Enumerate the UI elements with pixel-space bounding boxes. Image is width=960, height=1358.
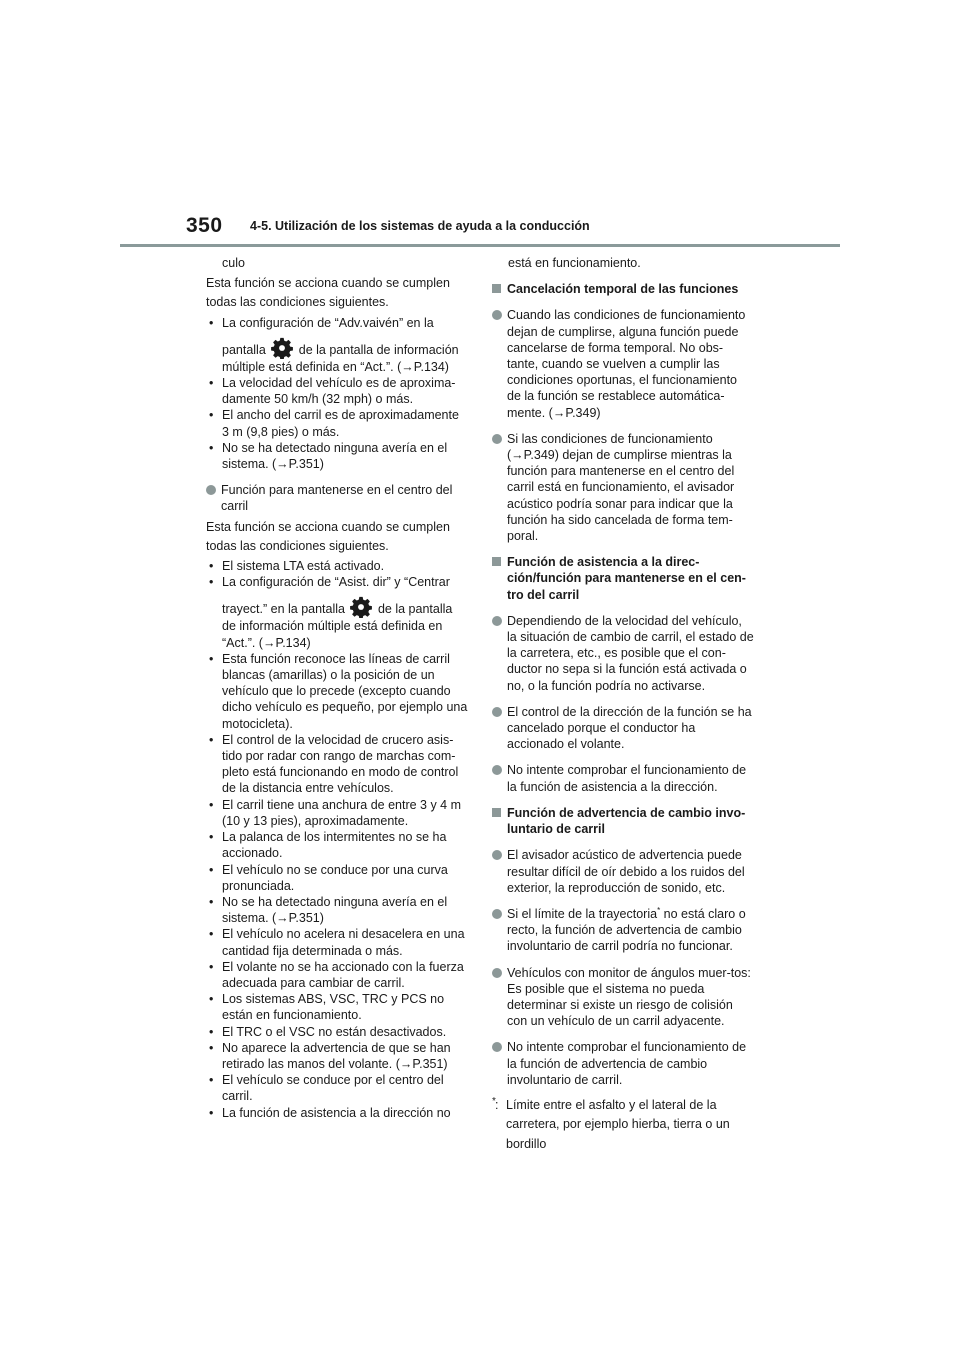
bullet-circle-icon <box>492 310 502 320</box>
bullet-circle-icon <box>492 765 502 775</box>
list-item: • El TRC o el VSC no están desactivados. <box>209 1024 447 1039</box>
paragraph: todas las condiciones siguientes. <box>206 538 389 553</box>
section-title: 4-5. Utilización de los sistemas de ayuda a la conducción <box>250 219 590 233</box>
settings-gear-icon <box>271 337 293 359</box>
footnote-star: * <box>492 1095 496 1107</box>
list-item: • No se ha detectado ninguna avería en el sistema. (→P.351) <box>209 440 448 472</box>
bullet-paragraph: Vehículos con monitor de ángulos muer-tos: Es posible que el sistema no pueda determinar si existe un riesgo de colisión con un vehículo de un carril adyacente. <box>492 965 754 1030</box>
bullet-circle-icon <box>492 968 502 978</box>
subheading: Función para mantenerse en el centro del carril <box>206 482 468 514</box>
bullet-circle-icon <box>206 485 216 495</box>
bullet-square-icon <box>492 557 501 566</box>
bullet-paragraph: Cuando las condiciones de funcionamiento dejan de cumplirse, alguna función puede cancelarse de forma temporal. No obs-tante, cuando se vuelven a cumplir las condiciones oportunas, el funcionamiento de la función se restablece automática-mente. (→P.349) <box>492 307 754 420</box>
header-divider <box>120 244 840 247</box>
footnote-colon: : <box>495 1097 499 1112</box>
bullet-circle-icon <box>492 909 502 919</box>
bullet-circle-icon <box>492 850 502 860</box>
footnote-text: Límite entre el asfalto y el lateral de la carretera, por ejemplo hierba, tierra o un bordillo <box>506 1097 730 1151</box>
list-item: • No se ha detectado ninguna avería en el sistema. (→P.351) <box>209 894 448 926</box>
list-item: • El ancho del carril es de aproximadamente 3 m (9,8 pies) o más. <box>209 408 459 439</box>
paragraph: todas las condiciones siguientes. <box>206 295 389 310</box>
footnote-marker: * <box>657 905 661 915</box>
paragraph: Esta función se acciona cuando se cumplen <box>206 519 450 534</box>
list-item: • El sistema LTA está activado. <box>209 559 385 574</box>
bullet-circle-icon <box>492 1042 502 1052</box>
list-item: • El volante no se ha accionado con la fuerza adecuada para cambiar de carril. <box>209 959 464 990</box>
bullet-circle-icon <box>492 707 502 717</box>
bullet-paragraph: El control de la dirección de la función se ha cancelado porque el conductor ha accionado el volante. <box>492 704 754 753</box>
left-column <box>206 255 468 1121</box>
list-item: • El vehículo se conduce por el centro del carril. <box>209 1073 444 1104</box>
footnote <box>492 1096 754 1155</box>
list-item: • El control de la velocidad de crucero asis-tido por radar con rango de marchas com-pleto está funcionando en modo de control de la distancia entre vehículos. <box>209 732 459 796</box>
section-heading: Función de asistencia a la direc-ción/función para mantenerse en el cen-tro del carril <box>492 554 754 603</box>
list-item: • Los sistemas ABS, VSC, TRC y PCS no están en funcionamiento. <box>209 992 445 1023</box>
continued-text: está en funcionamiento. <box>508 256 641 270</box>
paragraph: Esta función se acciona cuando se cumplen <box>206 276 450 291</box>
bullet-square-icon <box>492 808 501 817</box>
right-column <box>492 255 754 1154</box>
list-item: • La función de asistencia a la dirección no <box>209 1105 451 1120</box>
bullet-paragraph: El avisador acústico de advertencia puede resultar difícil de oír debido a los ruidos del exterior, la reproducción de sonido, etc. <box>492 847 754 896</box>
bullet-paragraph: Si el límite de la trayectoria* no está claro o recto, la función de advertencia de cambio involuntario de carril podría no funcionar. <box>492 906 754 955</box>
list-item-continued: trayect.” en la pantalla de la pantalla <box>206 596 468 618</box>
list-item-continued: pantalla de la pantalla de información <box>206 337 468 359</box>
section-heading: Cancelación temporal de las funciones <box>492 281 754 297</box>
list-item: • La palanca de los intermitentes no se ha accionado. <box>209 830 447 861</box>
bullet-circle-icon <box>492 616 502 626</box>
list-item: • Esta función reconoce las líneas de carril blancas (amarillas) o la posición de un vehículo que lo precede (excepto cuando dicho vehículo es pequeño, por ejemplo una motocicleta). <box>209 651 468 731</box>
list-item: • El carril tiene una anchura de entre 3 y 4 m (10 y 13 pies), aproximadamente. <box>209 797 462 828</box>
list-item-continued: múltiple está definida en “Act.”. (→P.134) <box>222 359 449 374</box>
bullet-paragraph: No intente comprobar el funcionamiento de la función de asistencia a la dirección. <box>492 762 754 794</box>
list-item: • El vehículo no se conduce por una curva pronunciada. <box>209 862 448 893</box>
list-item-continued: de información múltiple está definida en “Act.”. (→P.134) <box>222 619 443 650</box>
list-item: • La velocidad del vehículo es de aproxima-damente 50 km/h (32 mph) o más. <box>209 376 456 407</box>
bullet-circle-icon <box>492 434 502 444</box>
section-heading: Función de advertencia de cambio invo-luntario de carril <box>492 805 754 837</box>
settings-gear-icon <box>350 596 372 618</box>
bullet-paragraph: Si las condiciones de funcionamiento (→P.349) dejan de cumplirse mientras la función para mantenerse en el centro del carril está en funcionamiento, el avisador acústico podría sonar para indicar que la función ha sido cancelada de forma tem-poral. <box>492 431 754 544</box>
list-item: • No aparece la advertencia de que se han retirado las manos del volante. (→P.351) <box>209 1040 451 1071</box>
list-item: • El vehículo no acelera ni desacelera en una cantidad fija determinada o más. <box>209 927 465 958</box>
list-item: • La configuración de “Adv.vaivén” en la <box>209 315 434 330</box>
bullet-paragraph: No intente comprobar el funcionamiento de la función de advertencia de cambio involuntario de carril. <box>492 1039 754 1088</box>
list-item: • La configuración de “Asist. dir” y “Centrar <box>209 575 450 590</box>
continued-text: culo <box>222 256 245 270</box>
bullet-paragraph: Dependiendo de la velocidad del vehículo, la situación de cambio de carril, el estado de la carretera, etc., es posible que el con-ductor no sepa si la función está activada o no, o la función podría no activarse. <box>492 613 754 694</box>
page-number: 350 <box>186 214 223 237</box>
bullet-square-icon <box>492 284 501 293</box>
